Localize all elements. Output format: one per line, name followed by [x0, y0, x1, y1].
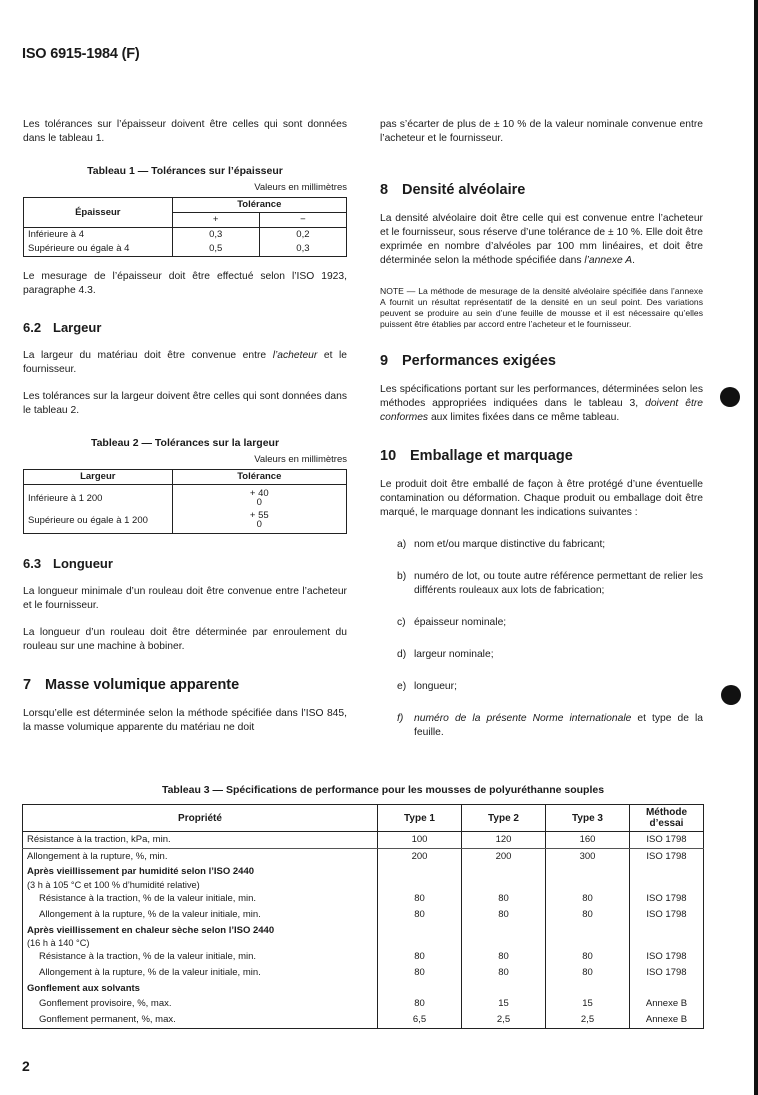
cell-type2 [462, 864, 546, 891]
cell-method: ISO 1798 [630, 891, 704, 907]
paragraph: Les tolérances sur la largeur doivent être celles qui sont données dans le tableau 2. [23, 391, 347, 416]
cell-property: Gonflement provisoire, %, max. [23, 996, 378, 1012]
group-note: (3 h à 105 °C et 100 % d’humidité relative) [27, 880, 200, 891]
cell-method: ISO 1798 [630, 848, 704, 864]
paragraph: pas s’écarter de plus de ± 10 % de la valeur nominale convenue entre l’acheteur et le fournisseur. [380, 119, 703, 144]
col-header-type1: Type 1 [378, 805, 462, 832]
table-row [23, 996, 704, 1012]
cell-property: Allongement à la rupture, % de la valeur initiale, min. [23, 965, 378, 981]
table-row [23, 949, 704, 965]
table-2-title: Tableau 2 — Tolérances sur la largeur [90, 437, 280, 449]
cell-type1: 80 [378, 949, 462, 965]
section-heading-8: 8 Densité alvéolaire [380, 182, 526, 198]
cell-type3: 80 [546, 891, 630, 907]
cell-type1: 100 [378, 832, 462, 849]
note: NOTE — La méthode de mesurage de la densité alvéolaire spécifiée dans l’annexe A fournit un résultat représentatif de la densité en un seul point. Des variations peuvent se produire au sein d’une feuille de mousse et il est nécessaire qu’elles puissent être établies par accord entre l’acheteur et le fournisseur. [380, 286, 703, 329]
cell-type3 [546, 923, 630, 950]
list-item: d) largeur nominale; [397, 649, 494, 660]
cell-method: ISO 1798 [630, 949, 704, 965]
table-row [23, 848, 704, 864]
paragraph: La largeur du matériau doit être convenue entre l’acheteur et le fournisseur. [23, 350, 347, 375]
group-note: (16 h à 140 °C) [27, 938, 90, 949]
section-heading-7: 7 Masse volumique apparente [23, 677, 240, 693]
table-3 [22, 784, 704, 1029]
cell-method: Annexe B [630, 996, 704, 1012]
table-group-row [23, 981, 704, 997]
cell-type2: 2,5 [462, 1012, 546, 1028]
cell-type2: 200 [462, 848, 546, 864]
cell-type3 [546, 981, 630, 997]
cell-property: Résistance à la traction, % de la valeur initiale, min. [23, 891, 378, 907]
cell-method [630, 864, 704, 891]
cell-type3 [546, 864, 630, 891]
table-header-row [23, 805, 704, 832]
section-heading-6-3: 6.3 Longueur [23, 556, 113, 571]
cell-type1: 80 [378, 891, 462, 907]
cell-type2: 15 [462, 996, 546, 1012]
table-row: Inférieure à 1 200 + 40 0 [24, 485, 347, 508]
cell-type2: 80 [462, 949, 546, 965]
table-2-header-width: Largeur [24, 470, 173, 485]
cell-type3: 80 [546, 907, 630, 923]
table-row: Supérieure ou égale à 4 0,5 0,3 [24, 242, 347, 257]
cell-type1: 6,5 [378, 1012, 462, 1028]
paragraph: Le mesurage de l’épaisseur doit être effectué selon l’ISO 1923, paragraphe 4.3. [23, 271, 347, 296]
table-1-header-minus: − [259, 213, 346, 228]
cell-property: Résistance à la traction, kPa, min. [23, 832, 378, 849]
col-header-property: Propriété [23, 805, 378, 832]
table-group-row [23, 923, 704, 950]
cell-type1: 200 [378, 848, 462, 864]
cell-type2 [462, 981, 546, 997]
table-1 [23, 164, 347, 257]
paragraph: Les spécifications portant sur les performances, déterminées selon les méthodes appropriées indiquées dans le tableau 3, doivent être conformes aux limites fixées dans ce même tableau. [380, 384, 703, 423]
list-item: e) longueur; [397, 681, 457, 692]
cell-property: Allongement à la rupture, %, min. [23, 848, 378, 864]
punch-hole-icon [720, 387, 740, 407]
cell-method: ISO 1798 [630, 965, 704, 981]
cell-method [630, 981, 704, 997]
table-2-header-tolerance: Tolérance [172, 470, 346, 485]
cell-type3: 80 [546, 949, 630, 965]
paragraph: La longueur d’un rouleau doit être déterminée par enroulement du rouleau sur une machine à bobiner. [23, 627, 347, 652]
cell-type1 [378, 923, 462, 950]
cell-type2: 80 [462, 891, 546, 907]
list-item: a) nom et/ou marque distinctive du fabricant; [397, 539, 606, 550]
cell-property: Après vieillissement par humidité selon l’ISO 2440 (3 h à 105 °C et 100 % d’humidité relative) [23, 864, 378, 891]
cell-type3: 160 [546, 832, 630, 849]
cell-type2: 80 [462, 965, 546, 981]
scan-edge [754, 0, 758, 1095]
table-1-title: Tableau 1 — Tolérances sur l’épaisseur [87, 165, 283, 177]
page-number: 2 [22, 1058, 30, 1074]
table-1-header-tolerance: Tolérance [172, 198, 346, 213]
col-header-type2: Type 2 [462, 805, 546, 832]
col-header-type3: Type 3 [546, 805, 630, 832]
table-3-title: Tableau 3 — Spécifications de performance pour les mousses de polyuréthanne souples [161, 784, 605, 796]
paragraph: La densité alvéolaire doit être celle qui est convenue entre l’acheteur et le fournisseur, sous réserve d’une tolérance de ± 10 %. Elle doit être exprimée en nombre d’alvéoles par 100 mm linéaires, et doit être déterminée selon la méthode spécifiée dans l’annexe A. [380, 213, 703, 266]
cell-method [630, 923, 704, 950]
section-heading-9: 9 Performances exigées [380, 353, 556, 369]
table-row: Supérieure ou égale à 1 200 + 55 0 [24, 507, 347, 534]
cell-method: ISO 1798 [630, 907, 704, 923]
table-1-units: Valeurs en millimètres [254, 182, 347, 193]
table-2-units: Valeurs en millimètres [254, 454, 347, 465]
cell-type2: 80 [462, 907, 546, 923]
paragraph: La longueur minimale d’un rouleau doit être convenue entre l’acheteur et le fournisseur. [23, 586, 347, 611]
list-item: c) épaisseur nominale; [397, 617, 507, 628]
col-header-method: Méthode d’essai [630, 805, 704, 832]
table-1-header-plus: + [172, 213, 259, 228]
cell-type2 [462, 923, 546, 950]
paragraph: Les tolérances sur l’épaisseur doivent être celles qui sont données dans le tableau 1. [23, 119, 347, 144]
cell-type1 [378, 981, 462, 997]
cell-type1: 80 [378, 907, 462, 923]
cell-type3: 80 [546, 965, 630, 981]
cell-property: Résistance à la traction, % de la valeur initiale, min. [23, 949, 378, 965]
table-row [23, 907, 704, 923]
table-group-row [23, 864, 704, 891]
cell-property: Gonflement aux solvants [23, 981, 378, 997]
table-row [23, 832, 704, 849]
cell-type1: 80 [378, 996, 462, 1012]
section-heading-6-2: 6.2 Largeur [23, 320, 102, 335]
cell-type2: 120 [462, 832, 546, 849]
cell-type3: 300 [546, 848, 630, 864]
right-column [380, 118, 703, 740]
marking-list [380, 538, 703, 740]
list-item: b) numéro de lot, ou toute autre référence permettant de relier les différents rouleaux aux lots de fabrication; [397, 571, 703, 596]
punch-hole-icon [721, 685, 741, 705]
section-heading-10: 10 Emballage et marquage [380, 448, 573, 464]
cell-method: Annexe B [630, 1012, 704, 1028]
cell-type1: 80 [378, 965, 462, 981]
left-column [23, 118, 347, 735]
cell-property: Après vieillissement en chaleur sèche selon l’ISO 2440 (16 h à 140 °C) [23, 923, 378, 950]
table-1-header-thickness: Épaisseur [24, 198, 173, 228]
cell-method: ISO 1798 [630, 832, 704, 849]
cell-property: Gonflement permanent, %, max. [23, 1012, 378, 1028]
table-row [23, 965, 704, 981]
cell-type3: 2,5 [546, 1012, 630, 1028]
table-row: Inférieure à 4 0,3 0,2 [24, 228, 347, 243]
cell-type1 [378, 864, 462, 891]
cell-type3: 15 [546, 996, 630, 1012]
document-id: ISO 6915-1984 (F) [22, 46, 140, 62]
table-row [23, 1012, 704, 1028]
table-row [23, 891, 704, 907]
table-3-body [23, 832, 704, 1029]
paragraph: Le produit doit être emballé de façon à être protégé d’une éventuelle contamination ou déformation. Chaque produit ou emballage doit être marqué, le marquage donnant les indications suivantes : [380, 479, 703, 518]
cell-property: Allongement à la rupture, % de la valeur initiale, min. [23, 907, 378, 923]
table-2 [23, 436, 347, 534]
list-item: f) numéro de la présente Norme internationale et type de la feuille. [397, 713, 703, 738]
paragraph: Lorsqu’elle est déterminée selon la méthode spécifiée dans l’ISO 845, la masse volumique apparente du matériau ne doit [23, 708, 347, 733]
